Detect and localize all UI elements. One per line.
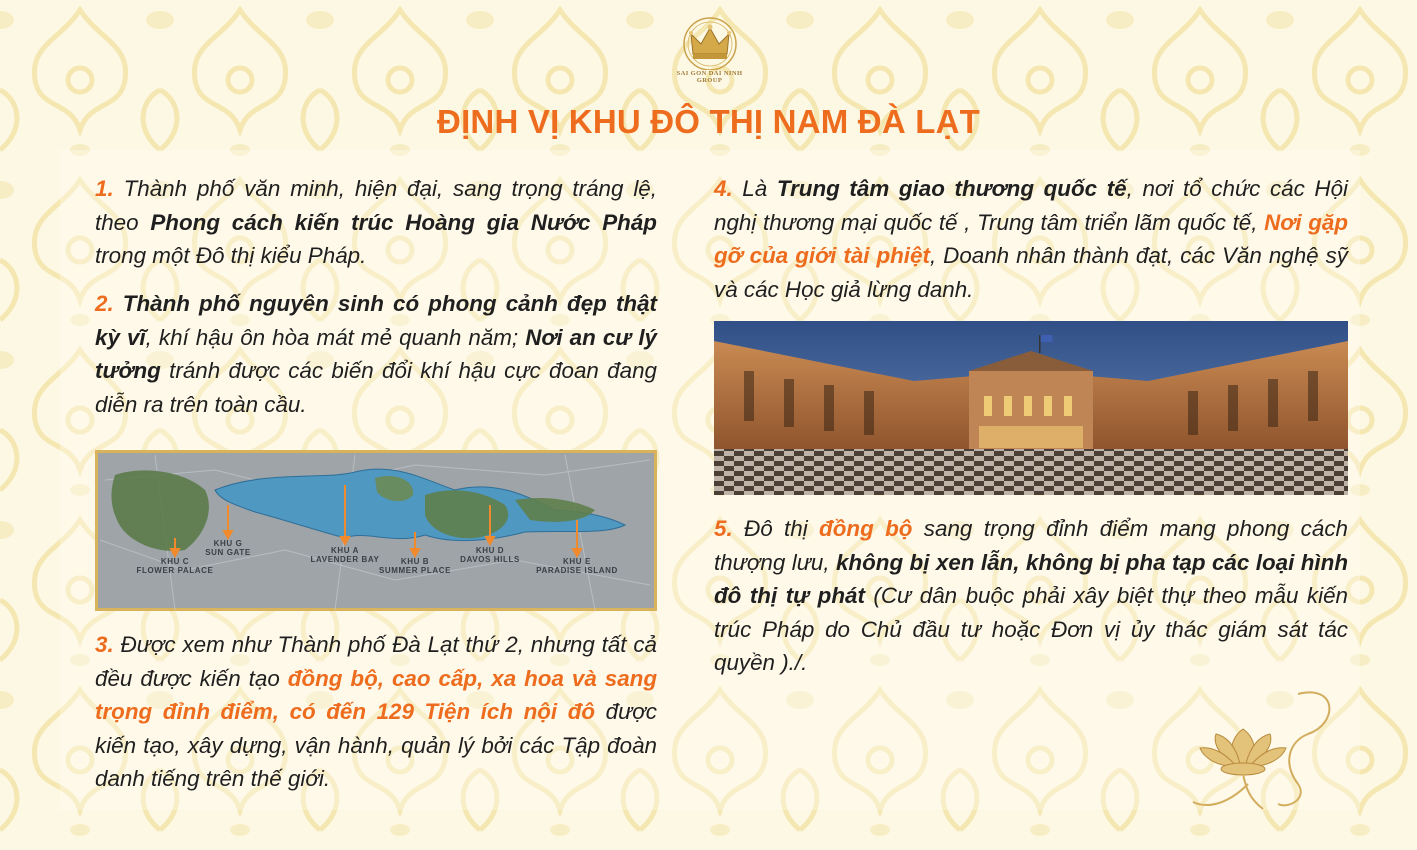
paragraph-5 [714, 512, 1348, 680]
bold-text: Thành phố nguyên sinh có phong cảnh đẹp thật kỳ vĩ [95, 291, 657, 350]
crown-logo-icon [679, 14, 741, 70]
bold-text: Trung tâm giao thương quốc tế [776, 176, 1127, 201]
bold-text: không bị xen lẫn, không bị pha tạp các loại hình đô thị tự phát [714, 549, 1348, 608]
text: sang trọng đỉnh điểm mang phong cách thượng lưu, [714, 516, 1348, 575]
zone-map-image [95, 450, 657, 611]
map-zone-e-code: KHU E [563, 557, 591, 566]
map-zone-e-name: PARADISE ISLAND [536, 566, 618, 575]
paragraph-number: 2. [95, 291, 114, 316]
map-zone-c-code: KHU C [160, 557, 190, 566]
page-title: ĐỊNH VỊ KHU ĐÔ THỊ NAM ĐÀ LẠT [437, 103, 980, 140]
palace-photo [714, 321, 1348, 495]
highlight-text: Nơi gặp gỡ của giới tài phiệt [714, 209, 1348, 268]
paragraph-1 [95, 172, 657, 273]
brand-name: SAI GON DAI NINH [676, 70, 743, 77]
text: (Cư dân buộc phải xây biệt thự theo mẫu kiến trúc Pháp do Chủ đầu tư hoặc Đơn vị ủy thác giám sát tác quyền )./. [714, 583, 1348, 675]
text: Là [732, 176, 777, 201]
paragraph-2 [95, 287, 657, 421]
map-zone-g-code: KHU G [213, 539, 243, 548]
text: Thành phố văn minh, hiện đại, sang trọng tráng lệ, theo [95, 176, 657, 235]
paragraph-4 [714, 172, 1348, 306]
text: được kiến tạo, xây dựng, vận hành, quản lý bởi các Tập đoàn danh tiếng trên thế giới. [95, 699, 657, 791]
paragraph-number: 5. [714, 516, 733, 541]
bold-text: Nơi an cư lý tưởng [95, 324, 657, 383]
map-zone-b-name: SUMMER PLACE [378, 566, 452, 575]
highlight-text: đồng bộ [819, 516, 913, 541]
paragraph-number: 1. [95, 176, 114, 201]
text: Được xem như Thành phố Đà Lạt thứ 2, nhưng tất cả đều được kiến tạo [95, 632, 657, 691]
map-zone-a-code: KHU A [330, 546, 360, 555]
map-zone-c-name: FLOWER PALACE [136, 566, 214, 575]
lotus-ornament-icon [1188, 684, 1340, 814]
text: , Doanh nhân thành đạt, các Văn nghệ sỹ và các Học giả lừng danh. [714, 243, 1348, 302]
paragraph-3 [95, 628, 657, 796]
paragraph-number: 3. [95, 632, 114, 657]
paragraph-number: 4. [714, 176, 733, 201]
map-zone-b-code: KHU B [400, 557, 430, 566]
bold-text: Phong cách kiến trúc Hoàng gia Nước Pháp [150, 209, 657, 235]
map-zone-d-name: DAVOS HILLS [460, 555, 520, 564]
brand-logo [652, 14, 767, 98]
text: tránh được các biến đổi khí hậu cực đoan đang diễn ra trên toàn cầu. [95, 358, 657, 417]
text: , khí hậu ôn hòa mát mẻ quanh năm; [145, 324, 526, 350]
map-zone-a-name: LAVENDER BAY [310, 555, 380, 564]
brand-group: GROUP [696, 77, 723, 84]
highlight-text: đồng bộ, cao cấp, xa hoa và sang trọng đỉnh điểm, có đến 129 Tiện ích nội đô [95, 665, 657, 724]
map-zone-d-code: KHU D [475, 546, 505, 555]
text: , nơi tổ chức các Hội nghị thương mại quốc tế , Trung tâm triển lãm quốc tế, [714, 176, 1348, 235]
text: trong một Đô thị kiểu Pháp. [95, 243, 367, 268]
map-zone-g-name: SUN GATE [205, 548, 251, 557]
text: Đô thị [732, 516, 820, 541]
